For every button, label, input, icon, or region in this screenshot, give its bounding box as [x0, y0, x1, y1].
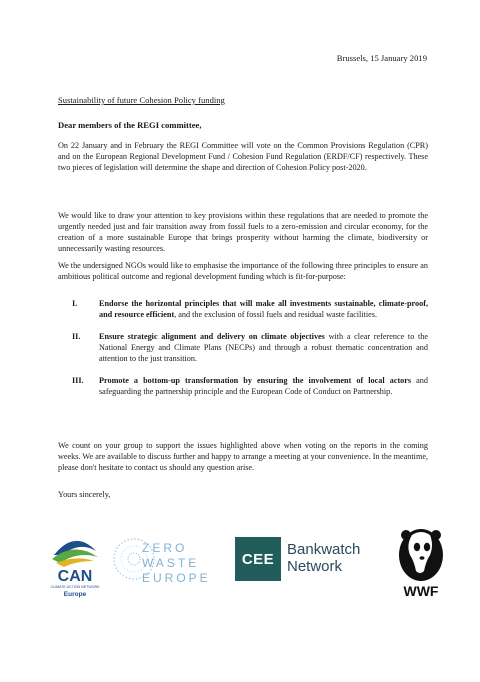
- principle-text: [99, 331, 428, 364]
- zero-waste-europe-logo: [112, 527, 228, 592]
- paragraph-attention: We would like to draw your attention to key provisions within these regulations that are needed to promote the urgently needed just and fair transition away from fossil fuels to a zero-emission and circular economy, for the creation of a more sustainable Europe that brings prosperity without harming the climate, biodiversity or unnecessarily wasting resources.: [58, 211, 428, 253]
- principle-rest-text: with a clear reference to the National Energy and Climate Plans (NECPs) and through a robust thematic concentration and attention to the just transition.: [99, 332, 428, 363]
- wwf-panda-logo: [390, 525, 452, 599]
- principles-list: [72, 298, 428, 408]
- can-region: Europe: [63, 591, 87, 598]
- paragraph-intro: On 22 January and in February the REGI Committee will vote on the Common Provisions Regulation (CPR) and on the European Regional Development Fund / Cohesion Fund Regulation (ERDF/CF) respectively. These two pieces of legislation will determine the shape and direction of Cohesion Policy post-2020.: [58, 141, 428, 172]
- wwf-wordmark: WWF: [403, 583, 439, 599]
- letter-date: Brussels, 15 January 2019: [336, 53, 427, 63]
- can-tagline: CLIMATE ACTION NETWORK: [50, 585, 100, 589]
- principle-number: I.: [72, 299, 78, 308]
- cee-box: CEE: [235, 537, 281, 581]
- principle-text: [99, 298, 428, 320]
- cee-name: [287, 541, 360, 575]
- principle-bold-text: Endorse the horizontal principles that will make all investments sustainable, climate-proof, and resource efficient: [99, 299, 428, 319]
- letter-closing: Yours sincerely,: [58, 490, 111, 499]
- principle-item: [72, 331, 428, 364]
- principle-item: [72, 375, 428, 397]
- principle-rest-text: , and the exclusion of fossil fuels and residual waste facilities.: [174, 310, 378, 319]
- can-wordmark: CAN: [57, 568, 93, 585]
- waste-line: WASTE: [142, 556, 200, 570]
- principle-number: II.: [72, 332, 81, 341]
- principle-item: [72, 298, 428, 320]
- europe-line: EUROPE: [142, 571, 211, 585]
- letter-salutation: Dear members of the REGI committee,: [58, 120, 202, 130]
- principle-number: III.: [72, 376, 84, 385]
- can-europe-logo: [40, 525, 110, 600]
- cee-name-line2: Network: [287, 558, 343, 575]
- signatory-logos: [40, 525, 460, 600]
- principle-bold-text: Ensure strategic alignment and delivery on climate objectives: [99, 332, 325, 341]
- letter-subject: Sustainability of future Cohesion Policy funding: [58, 95, 225, 105]
- paragraph-closing-request: We count on your group to support the issues highlighted above when voting on the reports in the coming weeks. We are available to discuss further and happy to arrange a meeting at your convenience. In the meantime, please don't hesitate to contact us should any question arise.: [58, 441, 428, 472]
- principle-rest-text: and safeguarding the partnership principle and the European Code of Conduct on Partnership.: [99, 376, 428, 396]
- principle-text: [99, 375, 428, 397]
- zero-line: ZERO: [142, 541, 188, 555]
- principle-bold-text: Promote a bottom-up transformation by ensuring the involvement of local actors: [99, 376, 412, 385]
- cee-name-line1: Bankwatch: [287, 541, 361, 558]
- cee-bankwatch-logo: [235, 537, 385, 581]
- paragraph-principles-intro: We the undersigned NGOs would like to emphasise the importance of the following three principles to ensure an ambitious political outcome and regional development funding which is fit-for-purpose:: [58, 261, 428, 281]
